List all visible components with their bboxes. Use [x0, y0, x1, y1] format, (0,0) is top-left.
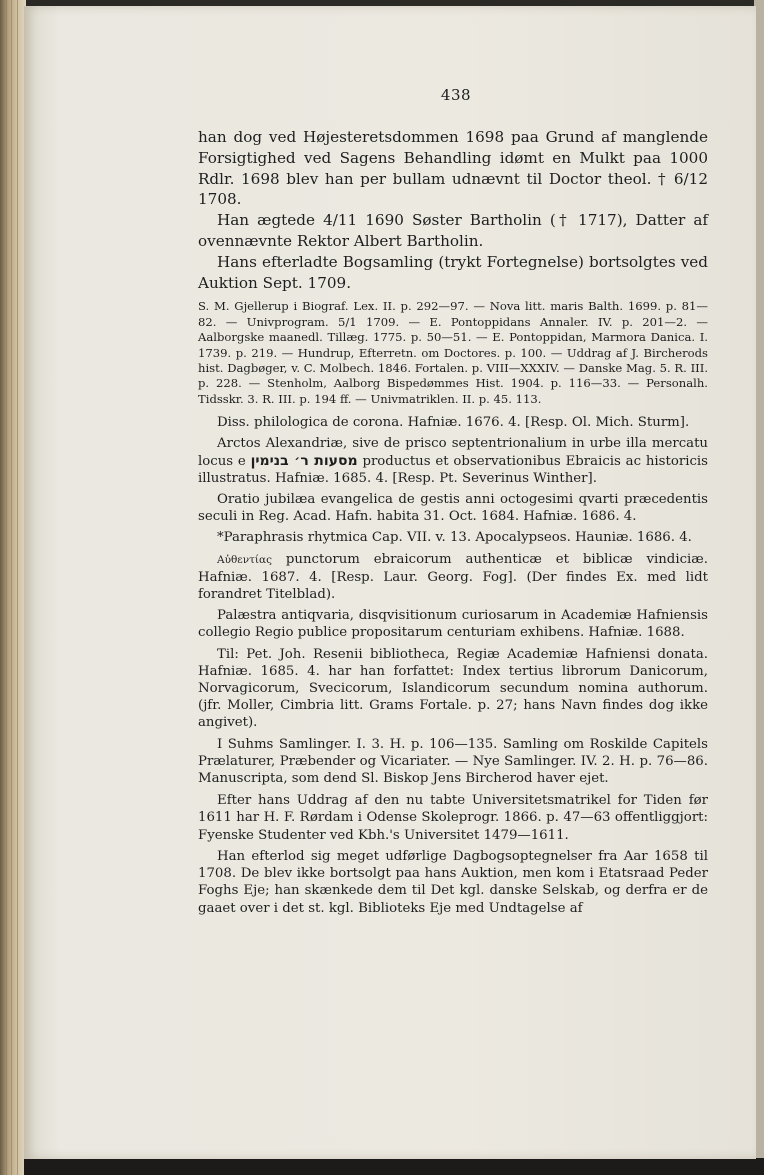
work-oratio-jubilaea: Oratio jubilæa evangelica de gestis anni octogesimi qvarti præcedentis seculi in Reg. Acad. Hafn. habita 31. Oct. 1684. Hafniæ. 1686. 4. — [198, 492, 708, 525]
work-diss-philologica: Diss. philologica de corona. Hafniæ. 1676. 4. [Resp. Ol. Mich. Sturm]. — [217, 415, 690, 431]
greek-word: Αὐθεντίας — [217, 553, 273, 566]
work-arctos-alexandriae — [198, 435, 708, 487]
work-palaestra: Palæstra antiqvaria, disqvisitionum curiosarum in Academiæ Hafniensis collegio Regio publice propositarum centuriam exhibens. Hafniæ. 1688. — [198, 608, 708, 641]
book-binding-edge — [0, 0, 26, 1175]
arctos-text-before: Arctos Alexandriæ, sive de prisco septentrionalium in urbe illa mercatu locus e — [198, 436, 708, 469]
hebrew-title: מסעות ר׳ בנימין — [250, 452, 358, 469]
work-suhms-samlinger: I Suhms Samlinger. I. 3. H. p. 106—135. Samling om Roskilde Capitels Prælaturer, Præbender og Vicariater. — Nye Samlinger. IV. 2. H. p. 76—86. Manuscripta, som dend Sl. Biskop Jens Bircherod haver ejet. — [198, 736, 708, 787]
authentias-text: punctorum ebraicorum authenticæ et biblicæ vindiciæ. Hafniæ. 1687. 4. [Resp. Laur. Georg. Fog]. (Der findes Ex. med lidt forandret Titelblad). — [198, 551, 709, 603]
works-list — [198, 414, 708, 787]
paragraph-matrikel: Efter hans Uddrag af den nu tabte Universitetsmatrikel for Tiden før 1611 har H. F. Rørdam i Odense Skoleprogr. 1866. p. 47—63 offentliggjort: Fyenske Studenter ved Kbh.'s Universitet 1479—1611. — [198, 793, 708, 843]
scan-bottom-edge — [24, 1158, 764, 1175]
page-number: 438 — [440, 86, 472, 104]
paragraph-doctor: han dog ved Højesteretsdommen 1698 paa Grund af manglende Forsigtighed ved Sagens Behandling idømt en Mulkt paa 1000 Rdlr. 1698 blev han per bullam udnævnt til Doctor theol. † 6/12 1708. — [198, 128, 708, 209]
work-paraphrasis: *Paraphrasis rhytmica Cap. VII. v. 13. Apocalypseos. Hauniæ. 1686. 4. — [217, 530, 692, 546]
work-resenii-index: Til: Pet. Joh. Resenii bibliotheca, Regiæ Academiæ Hafniensi donata. Hafniæ. 1685. 4. har han forfattet: Index tertius librorum Danicorum, Norvagicorum, Svecicorum, Islandicorum secundum nomina authorum. (jfr. Moller, Cimbria litt. Grams Fortale. p. 27; hans Navn findes dog ikke angivet). — [198, 646, 708, 731]
opening-section — [198, 127, 708, 293]
references-block: S. M. Gjellerup i Biograf. Lex. II. p. 292—97. — Nova litt. maris Balth. 1699. p. 81—82. — Univprogram. 5/1 1709. — E. Pontoppidans Annaler. IV. p. 201—2. — Aalborgske maanedl. Tillæg. 1775. p. 50—51. — E. Pontoppidan, Marmora Danica. I. 1739. p. 219. — Hundrup, Efterretn. om Doctores. p. 100. — Uddrag af J. Bircherods hist. Dagbøger, v. C. Molbech. 1846. Fortalen. p. VIII—XXXIV. — Danske Mag. 5. R. III. p. 228. — Stenholm, Aalborg Bispedømmes Hist. 1904. p. 116—33. — Personalh. Tidsskr. 3. R. III. p. 194 ff. — Univmatriklen. II. p. 45. 113. — [198, 299, 708, 406]
paragraph-dagbog: Han efterlod sig meget udførlige Dagbogsoptegnelser fra Aar 1658 til 1708. De blev ikke bortsolgt paa hans Auktion, men kom i Etatsraad Peder Foghs Eje; han skænkede dem til Det kgl. danske Selskab, og derfra er de gaaet over i det st. kgl. Biblioteks Eje med Undtagelse af — [198, 848, 708, 916]
arctos-text-after: productus et observationibus Ebraicis ac historicis illustratus. Hafniæ. 1685. 4. [Resp. Pt. Severinus Winther]. — [198, 453, 708, 486]
paragraph-auction: Hans efterladte Bogsamling (trykt Fortegnelse) bortsolgtes ved Auktion Sept. 1709. — [198, 252, 708, 292]
paragraph-marriage: Han ægtede 4/11 1690 Søster Bartholin († 1717), Datter af ovennævnte Rektor Albert Bartholin. — [198, 211, 708, 250]
closing-section — [198, 792, 708, 916]
work-authentias — [198, 551, 708, 604]
page-text-block — [198, 86, 708, 921]
